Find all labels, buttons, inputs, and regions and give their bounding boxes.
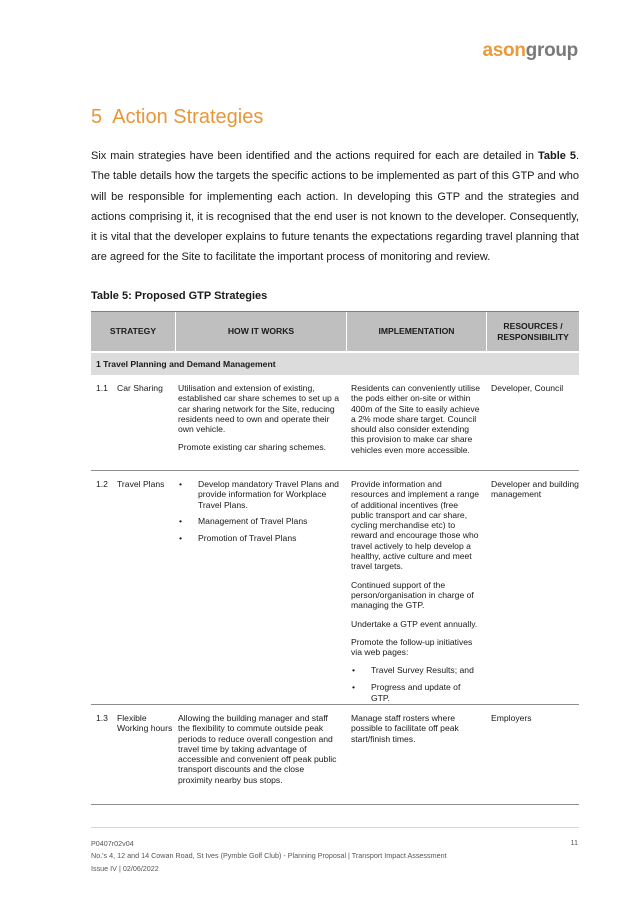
section-heading	[91, 106, 263, 129]
row-responsibility: Employers	[491, 713, 532, 723]
asongroup-logo	[483, 40, 578, 62]
intro-table-ref: Table 5	[537, 150, 576, 162]
page-footer	[91, 838, 579, 875]
impl-text: Undertake a GTP event annually.	[351, 618, 478, 629]
bullet-text: Develop mandatory Travel Plans and provide information for Workplace Travel Plans.	[198, 479, 339, 510]
logo-part-ason: ason	[482, 40, 526, 61]
row-implementation	[347, 705, 487, 804]
section-number: 5	[91, 106, 103, 128]
header-how-it-works: HOW IT WORKS	[176, 312, 347, 351]
row-responsibility: Developer, Council	[491, 383, 564, 393]
impl-text: Residents can conveniently utilise the pods either on-site or within 400m of the Site to easily achieve a 2% mode share target. Council should also consider extending this provision to make car share vehicles even more accessible.	[351, 383, 480, 455]
header-strategy: STRATEGY	[91, 312, 176, 351]
row-strategy: Flexible Working hours	[117, 713, 173, 734]
row-how-it-works	[176, 375, 347, 470]
bullet-icon: •	[352, 665, 356, 676]
row-how-it-works	[176, 705, 347, 804]
bullet-item	[178, 533, 339, 543]
page-number: 11	[570, 838, 578, 847]
header-implementation: IMPLEMENTATION	[347, 312, 487, 351]
bullet-text: Progress and update of GTP.	[371, 682, 461, 703]
impl-text: Provide information and resources and implement a range of additional incentives (free public transport and car share, cycling merchandise etc) to reward and encourage those who travel actively to help develop a healthy, active culture and meet travel targets.	[351, 479, 480, 572]
bullet-text: Management of Travel Plans	[198, 516, 308, 527]
bullet-icon: •	[179, 516, 183, 527]
bullet-text: Promotion of Travel Plans	[198, 533, 297, 544]
how-text: Promote existing car sharing schemes.	[178, 442, 327, 453]
row-responsibility: Developer and building management	[491, 479, 579, 500]
impl-text: Continued support of the person/organisation in charge of managing the GTP.	[351, 579, 474, 611]
table-header-row	[91, 311, 579, 351]
bullet-icon: •	[179, 479, 183, 489]
bullet-icon: •	[179, 533, 183, 544]
bullet-text: Travel Survey Results; and	[371, 665, 474, 676]
bullet-item	[178, 479, 339, 510]
impl-text: Promote the follow-up initiatives via web pages:	[351, 636, 473, 658]
section-title: Action Strategies	[112, 106, 264, 128]
row-strategy: Travel Plans	[117, 479, 165, 489]
intro-text-1: Six main strategies have been identified and the actions required for each are detailed in	[91, 150, 538, 162]
header-responsibility: RESOURCES / RESPONSIBILITY	[497, 321, 569, 342]
row-how-it-works	[176, 471, 347, 704]
row-number: 1.1	[96, 383, 108, 393]
table-caption: Table 5: Proposed GTP Strategies	[91, 290, 268, 302]
footer-divider	[91, 827, 579, 828]
how-text: Allowing the building manager and staff the flexibility to commute outside peak periods to reduce overall congestion and travel time by taking advantage of accessible and convenient off peak public transport discounts and the close proximity nearby bus stops.	[178, 713, 337, 785]
table-row	[91, 471, 579, 705]
bullet-item	[351, 682, 481, 703]
footer-project-title: No.'s 4, 12 and 14 Cowan Road, St Ives (Pymble Golf Club) - Planning Proposal | Transport Impact Assessment	[91, 851, 447, 861]
bullet-item	[178, 516, 339, 526]
row-number: 1.2	[96, 479, 108, 489]
how-text: Utilisation and extension of existing, established car share schemes to set up a car sharing network for the Site, reducing residents need to own and operate their own vehicle.	[178, 383, 339, 435]
intro-paragraph	[91, 146, 579, 268]
impl-text: Manage staff rosters where possible to facilitate off peak start/finish times.	[351, 713, 459, 744]
table-section-heading: 1 Travel Planning and Demand Management	[91, 351, 579, 375]
gtp-strategies-table	[91, 311, 579, 805]
footer-issue-date: Issue IV | 02/06/2022	[91, 863, 159, 873]
row-strategy: Car Sharing	[117, 383, 163, 393]
row-number: 1.3	[96, 713, 108, 723]
table-row	[91, 705, 579, 805]
intro-text-2: . The table details how the targets the specific actions to be implemented as part of this GTP and who will be responsible for implementing each action. In developing this GTP and the strategies and actions comprising it, it is recognised that the end user is not known to the developer. Consequently, it is vital that the developer explains to future tenants the expectations regarding travel planning that are agreed for the Site to facilitate the important process of monitoring and review.	[91, 150, 579, 264]
bullet-item	[351, 665, 481, 675]
table-row	[91, 375, 579, 471]
bullet-icon: •	[352, 682, 356, 693]
row-implementation	[347, 471, 487, 704]
footer-doc-ref: P0407r02v04	[91, 839, 134, 848]
logo-part-group: group	[525, 40, 578, 61]
row-implementation	[347, 375, 487, 470]
